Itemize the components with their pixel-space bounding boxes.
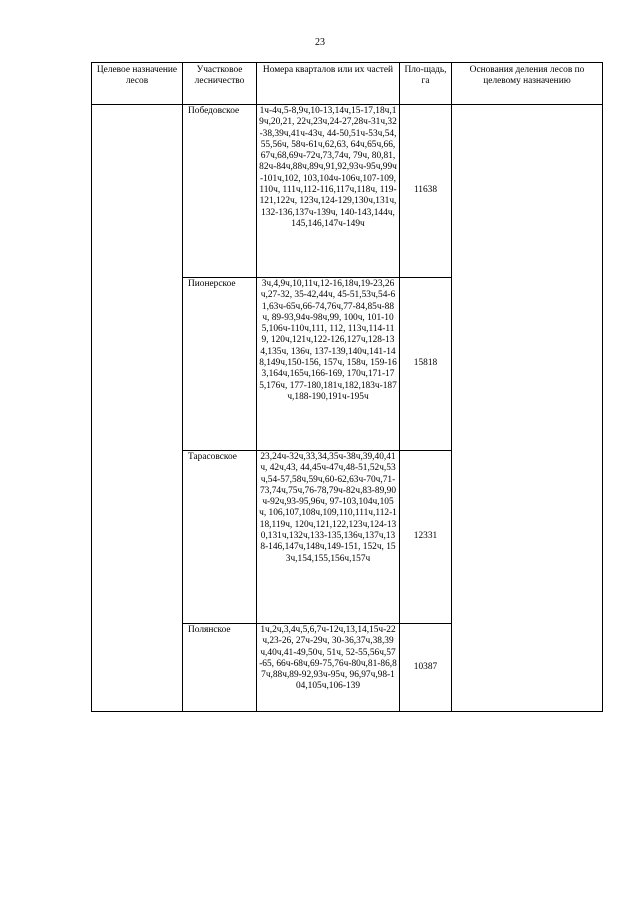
- basis-cell: [452, 105, 603, 712]
- district-cell: Победовское: [183, 105, 257, 278]
- area-cell: 15818: [400, 278, 452, 451]
- quarters-cell: 1ч-4ч,5-8,9ч,10-13,14ч,15-17,18ч,19ч,20,21, 22ч,23ч,24-27,28ч-31ч,32-38,39ч,41ч-43ч, 44-50,51ч-53ч,54,55,56ч, 58ч-61ч,62,63, 64ч,65ч,66,67ч,68,69ч-72ч,73,74ч, 79ч, 80,81,82ч-84ч,88ч,89ч,91,92,93ч-95ч,99ч-101ч,102, 103,104ч-106ч,107-109,110ч, 111ч,112-116,117ч,118ч, 119-121,122ч, 123ч,124-129,130ч,131ч,132-136,137ч-139ч, 140-143,144ч,145,146,147ч-149ч: [257, 105, 400, 278]
- table-header-row: [92, 63, 603, 105]
- purpose-cell: [92, 105, 183, 712]
- area-cell: 11638: [400, 105, 452, 278]
- quarters-cell: 3ч,4,9ч,10,11ч,12-16,18ч,19-23,26ч,27-32, 35-42,44ч, 45-51,53ч,54-61,63ч-65ч,66-74,76ч,77-84,85ч-88ч, 89-93,94ч-98ч,99, 100ч, 101-105,106ч-110ч,111, 112, 113ч,114-119, 120ч,121ч,122-126,127ч,128-134,135ч, 136ч, 137-139,140ч,141-148,149ч,150-156, 157ч, 158ч, 159-163,164ч,165ч,166-169, 170ч,171-175,176ч, 177-180,181ч,182,183ч-187ч,188-190,191ч-195ч: [257, 278, 400, 451]
- header-area: Пло-щадь, га: [400, 63, 452, 105]
- header-quarters: Номера кварталов или их частей: [257, 63, 400, 105]
- area-cell: 12331: [400, 451, 452, 624]
- district-cell: Тарасовское: [183, 451, 257, 624]
- forest-allocation-table: [91, 62, 603, 712]
- header-district: Участковое лесничество: [183, 63, 257, 105]
- header-purpose: Целевое назначение лесов: [92, 63, 183, 105]
- area-cell: 10387: [400, 624, 452, 712]
- page-number: 23: [315, 37, 325, 48]
- quarters-cell: 23,24ч-32ч,33,34,35ч-38ч,39,40,41ч, 42ч,43, 44,45ч-47ч,48-51,52ч,53ч,54-57,58ч,59ч,60-62,63ч-70ч,71-73,74ч,75ч,76-78,79ч-82ч,83-89,90ч-92ч,93-95,96ч, 97-103,104ч,105ч, 106,107,108ч,109,110,111ч,112-118,119ч, 120ч,121,122,123ч,124-130,131ч,132ч,133-135,136ч,137ч,138-146,147ч,148ч,149-151, 152ч, 153ч,154,155,156ч,157ч: [257, 451, 400, 624]
- district-cell: Пионерское: [183, 278, 257, 451]
- quarters-cell: 1ч,2ч,3,4ч,5,6,7ч-12ч,13,14,15ч-22ч,23-26, 27ч-29ч, 30-36,37ч,38,39ч,40ч,41-49,50ч, 51ч, 52-55,56ч,57-65, 66ч-68ч,69-75,76ч-80ч,81-86,87ч,88ч,89-92,93ч-95ч, 96,97ч,98-104,105ч,106-139: [257, 624, 400, 712]
- header-basis: Основания деления лесов по целевому назначению: [452, 63, 603, 105]
- district-cell: Полянское: [183, 624, 257, 712]
- table-row: [92, 105, 603, 278]
